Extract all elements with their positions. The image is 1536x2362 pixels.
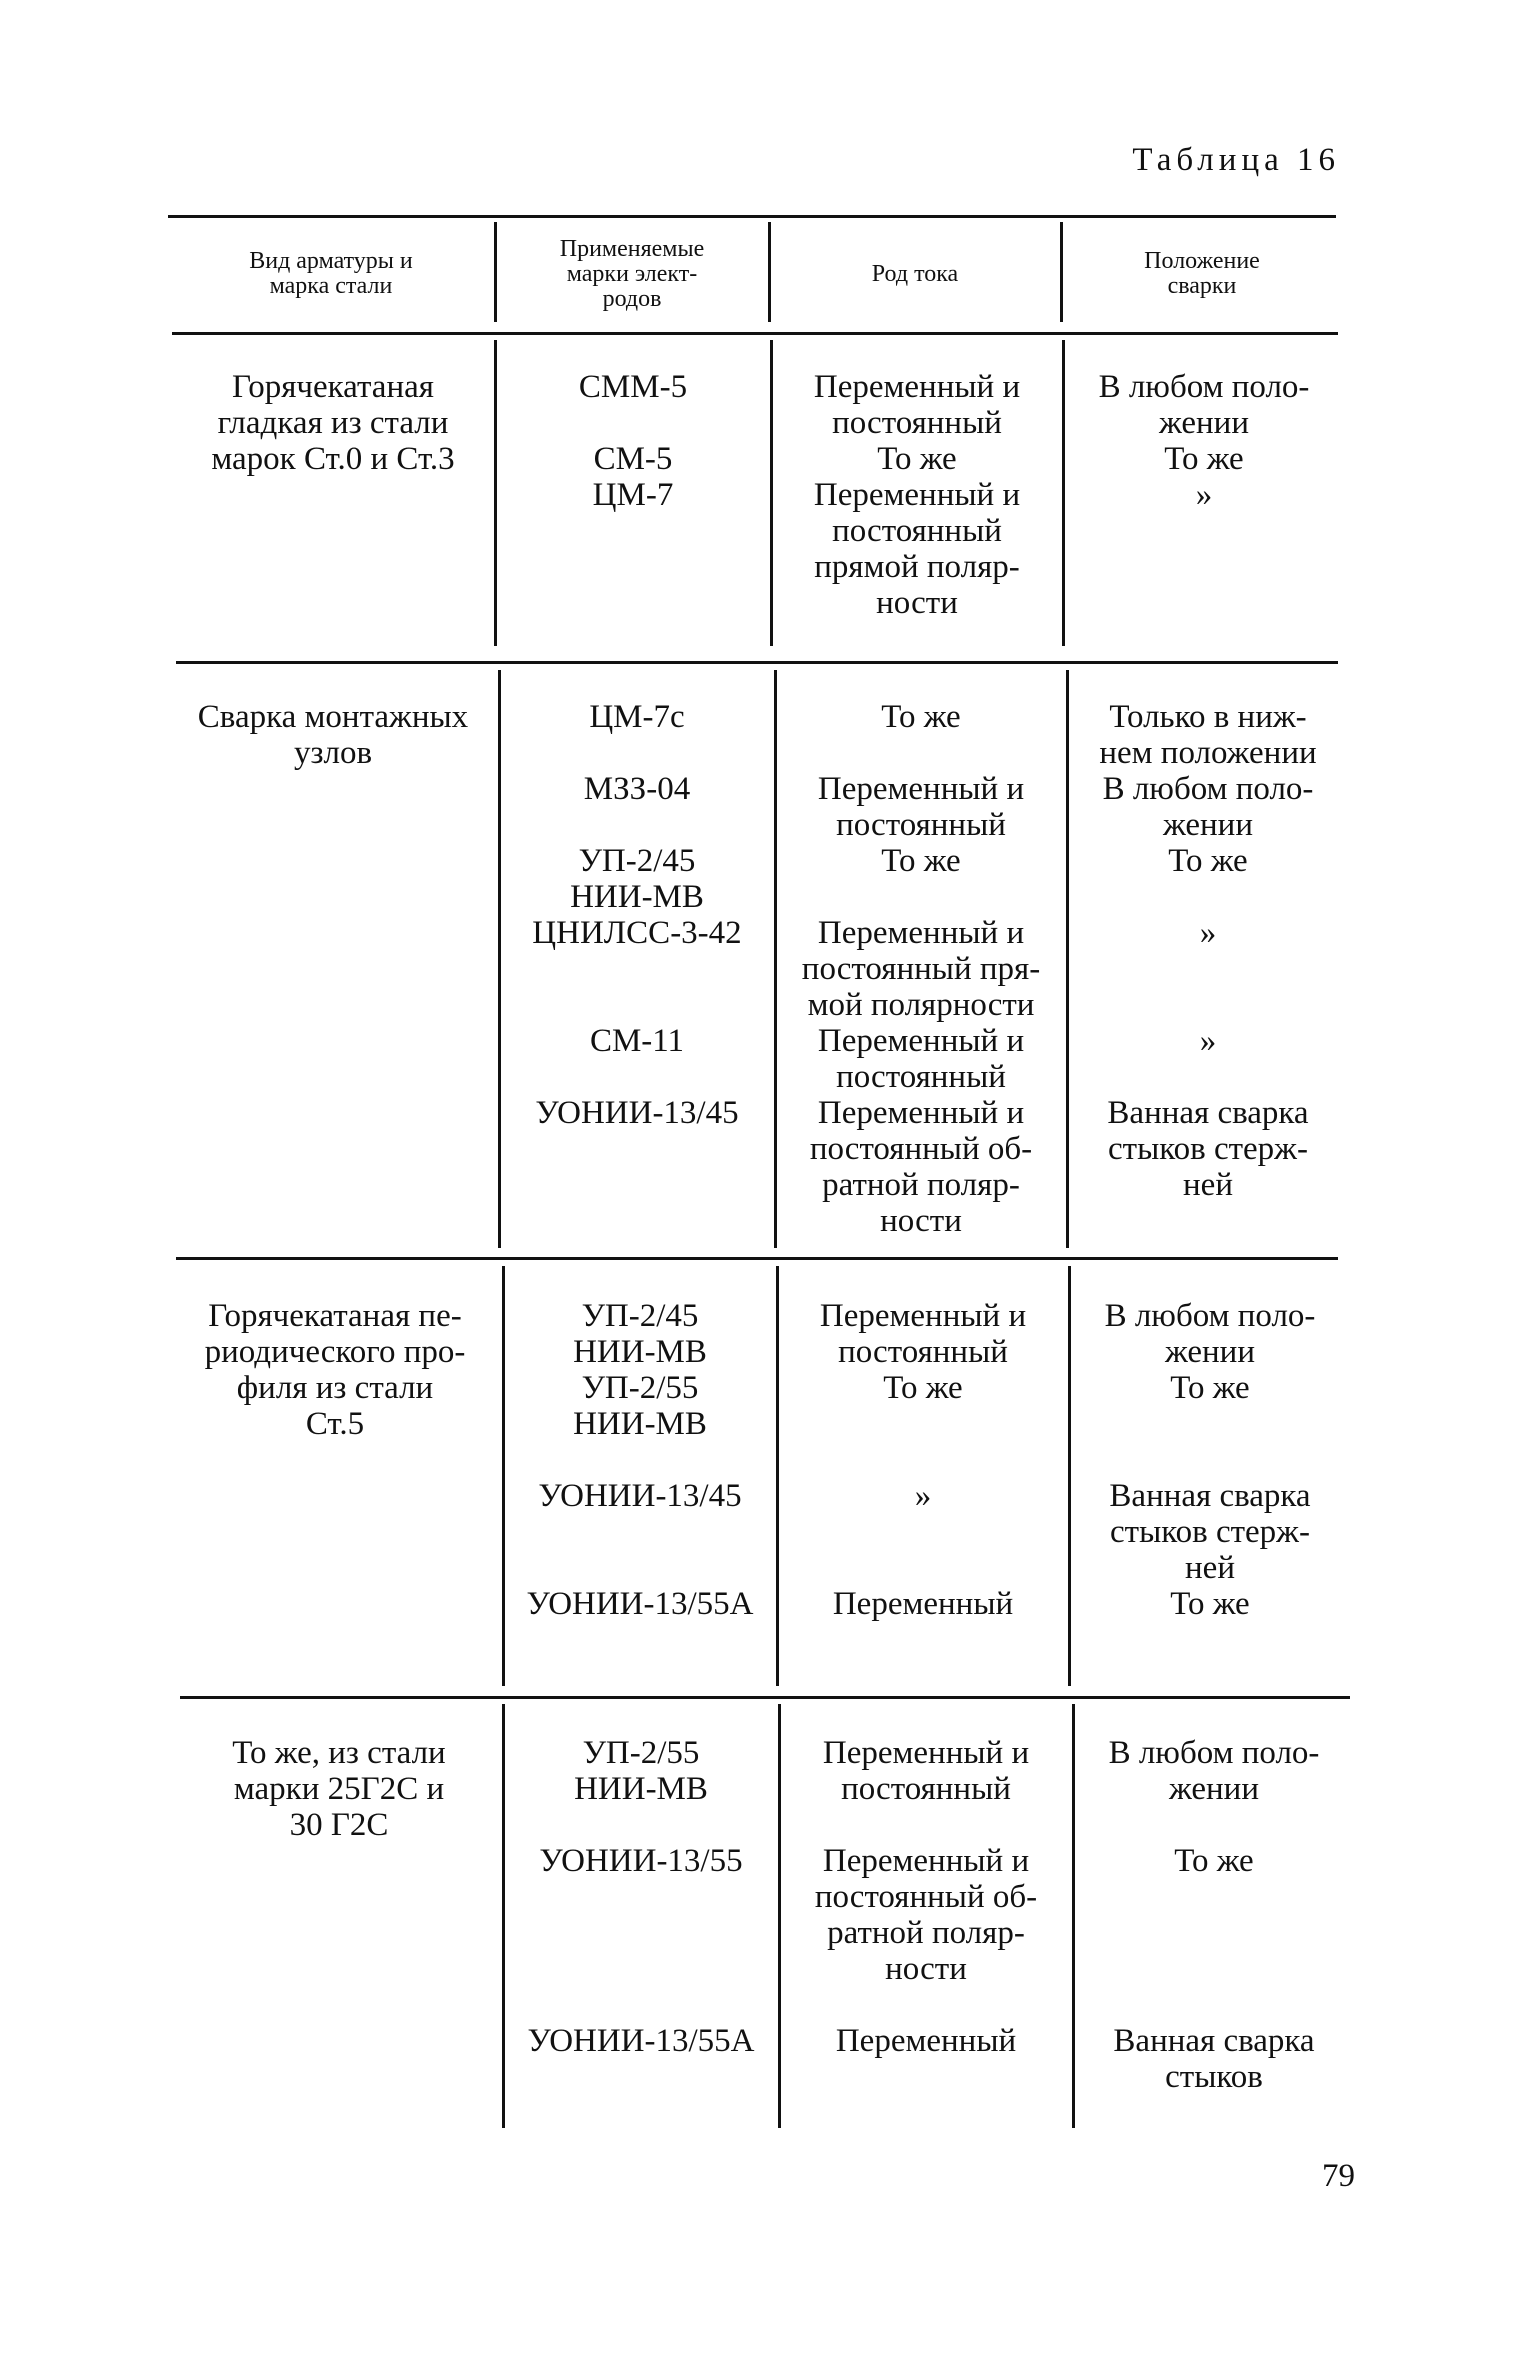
row1-current-line: Переменный и [813,477,1021,513]
row2-electrodes-line: СМ-11 [589,1023,685,1059]
row3-current-line [780,1406,1066,1442]
row2-current-line: Переменный и [817,771,1025,807]
row4-current-line: постоянный [841,1771,1011,1807]
row1-current-line: постоянный [832,513,1002,549]
row4-position-line: стыков [1165,2059,1263,2095]
row4-current-line: Переменный и [822,1843,1030,1879]
row4-electrodes-line [506,1915,776,1951]
row2-position-line [1070,1059,1346,1095]
row1-electrodes-line: СМ-5 [593,441,673,477]
row2-current-line: То же [881,699,961,735]
page-number: 79 [1322,2158,1355,2194]
row3-col-divider-2 [776,1266,779,1686]
row4-position-line [1076,1951,1352,1987]
row2-col-divider-3 [1066,670,1069,1248]
row2-position-line: жении [1163,807,1253,843]
row1-steel-line: марок Ст.0 и Ст.3 [211,441,455,477]
row1-steel-line: Горячекатаная [232,369,434,405]
row3-current-cell [780,1298,1066,1622]
row2-position-line: Только в ниж- [1109,699,1307,735]
row2-current-line: Переменный и [817,1023,1025,1059]
row4-current-line: постоянный об- [814,1879,1038,1915]
row3-electrodes-line [506,1514,774,1550]
row4-position-line: В любом поло- [1108,1735,1320,1771]
row3-current-line: Переменный [832,1586,1014,1622]
row4-col-divider-3 [1072,1704,1075,2128]
row3-current-line: » [914,1478,932,1514]
row3-electrodes-line: УОНИИ-13/45 [538,1478,742,1514]
row4-position-line: жении [1169,1771,1259,1807]
row2-electrodes-line [502,987,772,1023]
header-bottom-rule [172,332,1338,335]
row1-position-line: жении [1159,405,1249,441]
row4-electrodes-line: УОНИИ-13/55А [527,2023,755,2059]
row2-position-line: стыков стерж- [1108,1131,1308,1167]
row3-steel-line: Горячекатаная пе- [208,1298,462,1334]
row3-position-line: стыков стерж- [1110,1514,1310,1550]
row2-position-line: То же [1168,843,1248,879]
column-header-position: Положение сварки [1144,248,1260,299]
row2-current-line: Переменный и [817,1095,1025,1131]
row1-position-cell [1066,369,1342,513]
row4-col-divider-2 [778,1704,781,2128]
row1-electrodes-line [498,405,768,441]
row3-position-line [1072,1442,1348,1478]
row-divider-2 [176,1257,1338,1260]
row4-position-line [1076,1807,1352,1843]
row4-electrodes-line [506,1951,776,1987]
row1-current-line: Переменный и [813,369,1021,405]
row1-current-line: постоянный [832,405,1002,441]
row3-col-divider-3 [1068,1266,1071,1686]
column-header-electrodes: Применяемые марки элект- родов [559,235,705,312]
row1-current-line: прямой поляр- [814,549,1020,585]
row2-electrodes-line [502,735,772,771]
row3-position-line: То же [1170,1370,1250,1406]
row3-electrodes-line [506,1550,774,1586]
row2-position-line: нем положении [1099,735,1317,771]
row2-electrodes-line [502,951,772,987]
row1-steel-cell [170,369,496,477]
row1-col-divider-2 [770,340,773,646]
row1-current-line: То же [877,441,957,477]
row2-current-line: Переменный и [817,915,1025,951]
row2-electrodes-cell [502,699,772,1131]
column-header-steel: Вид арматуры и марка стали [249,248,413,299]
row4-current-line: ности [885,1951,967,1987]
row4-electrodes-line: УП-2/55 [582,1735,700,1771]
row3-position-line [1072,1406,1348,1442]
row4-electrodes-line: НИИ-МВ [574,1771,708,1807]
header-top-rule [168,215,1336,218]
row3-steel-line: филя из стали [236,1370,434,1406]
row4-position-line [1076,1879,1352,1915]
row3-current-line [780,1442,1066,1478]
row4-electrodes-line [506,1987,776,2023]
row4-current-line: Переменный и [822,1735,1030,1771]
row2-position-cell [1070,699,1346,1203]
row3-position-line: В любом поло- [1104,1298,1316,1334]
row4-position-line: То же [1174,1843,1254,1879]
row4-position-line: Ванная сварка [1113,2023,1315,2059]
row2-steel-line: узлов [293,735,373,771]
row3-col-divider-1 [502,1266,505,1686]
row4-electrodes-line [506,1807,776,1843]
row1-position-line: » [1195,477,1213,513]
row4-steel-cell [176,1735,502,1843]
header-col-divider-1 [494,222,497,322]
row4-electrodes-cell [506,1735,776,2059]
row4-current-line [782,1987,1070,2023]
row1-col-divider-3 [1062,340,1065,646]
row2-current-line: ратной поляр- [822,1167,1020,1203]
row3-electrodes-line: УП-2/45 [581,1298,699,1334]
row2-col-divider-2 [774,670,777,1248]
row4-steel-line: марки 25Г2С и [233,1771,445,1807]
row-divider-1 [176,661,1338,664]
row2-current-line: ности [880,1203,962,1239]
row2-current-line: постоянный [836,1059,1006,1095]
row2-electrodes-line: УП-2/45 [578,843,696,879]
row2-electrodes-line: ЦМ-7с [589,699,685,735]
row4-electrodes-line [506,1879,776,1915]
row1-current-cell [774,369,1060,621]
row3-position-line: То же [1170,1586,1250,1622]
row4-current-line: Переменный [835,2023,1017,2059]
row3-electrodes-line: УОНИИ-13/55А [526,1586,754,1622]
column-header-current: Род тока [871,260,959,287]
row2-current-line: То же [881,843,961,879]
row3-current-line [780,1514,1066,1550]
row2-position-line: Ванная сварка [1107,1095,1309,1131]
row4-current-line: ратной поляр- [827,1915,1025,1951]
row4-current-line [782,1807,1070,1843]
row2-current-line: мой полярности [807,987,1035,1023]
row2-electrodes-line: УОНИИ-13/45 [535,1095,739,1131]
row1-position-line: В любом поло- [1098,369,1310,405]
row2-position-line [1070,879,1346,915]
row3-current-line: Переменный и [819,1298,1027,1334]
row2-current-line: постоянный [836,807,1006,843]
row4-position-line [1076,1987,1352,2023]
row1-electrodes-line: ЦМ-7 [592,477,674,513]
row3-steel-cell [172,1298,498,1442]
row4-steel-line: 30 Г2С [289,1807,389,1843]
row4-col-divider-1 [502,1704,505,2128]
row2-steel-cell [170,699,496,771]
row2-steel-line: Сварка монтажных [197,699,469,735]
row2-position-line: » [1199,1023,1217,1059]
row2-electrodes-line: ЦНИЛСС-3-42 [532,915,742,951]
row2-current-line [778,879,1064,915]
row1-steel-line: гладкая из стали [217,405,449,441]
row3-current-line: То же [883,1370,963,1406]
row-divider-3 [180,1696,1350,1699]
row3-electrodes-line: УП-2/55 [581,1370,699,1406]
row4-steel-line: То же, из стали [232,1735,446,1771]
row3-electrodes-line [506,1442,774,1478]
row2-electrodes-line [502,807,772,843]
row2-position-line [1070,951,1346,987]
row3-electrodes-cell [506,1298,774,1622]
row3-position-line: жении [1165,1334,1255,1370]
row3-current-line [780,1550,1066,1586]
row2-electrodes-line: МЗЗ-04 [583,771,691,807]
row3-electrodes-line: НИИ-МВ [573,1406,707,1442]
row3-position-cell [1072,1298,1348,1622]
row3-steel-line: риодического про- [204,1334,466,1370]
row4-position-line [1076,1915,1352,1951]
row3-position-line: ней [1185,1550,1235,1586]
header-col-divider-2 [768,222,771,322]
row3-position-line: Ванная сварка [1109,1478,1311,1514]
row3-steel-line: Ст.5 [305,1406,365,1442]
row2-current-line [778,735,1064,771]
header-col-divider-3 [1060,222,1063,322]
row3-electrodes-line: НИИ-МВ [573,1334,707,1370]
row1-electrodes-line: СММ-5 [578,369,688,405]
row3-current-line: постоянный [838,1334,1008,1370]
row2-electrodes-line: НИИ-МВ [570,879,704,915]
row1-position-line: То же [1164,441,1244,477]
table-caption: Таблица 16 [1132,142,1340,178]
row2-electrodes-line [502,1059,772,1095]
row1-electrodes-cell [498,369,768,513]
row2-current-line: постоянный об- [809,1131,1033,1167]
row4-electrodes-line: УОНИИ-13/55 [539,1843,743,1879]
row2-position-line [1070,987,1346,1023]
row4-current-cell [782,1735,1070,2059]
row2-position-line: В любом поло- [1102,771,1314,807]
row2-position-line: ней [1183,1167,1233,1203]
row2-position-line: » [1199,915,1217,951]
row4-position-cell [1076,1735,1352,2095]
row2-col-divider-1 [498,670,501,1248]
row2-current-line: постоянный пря- [801,951,1041,987]
row2-current-cell [778,699,1064,1239]
row1-current-line: ности [876,585,958,621]
